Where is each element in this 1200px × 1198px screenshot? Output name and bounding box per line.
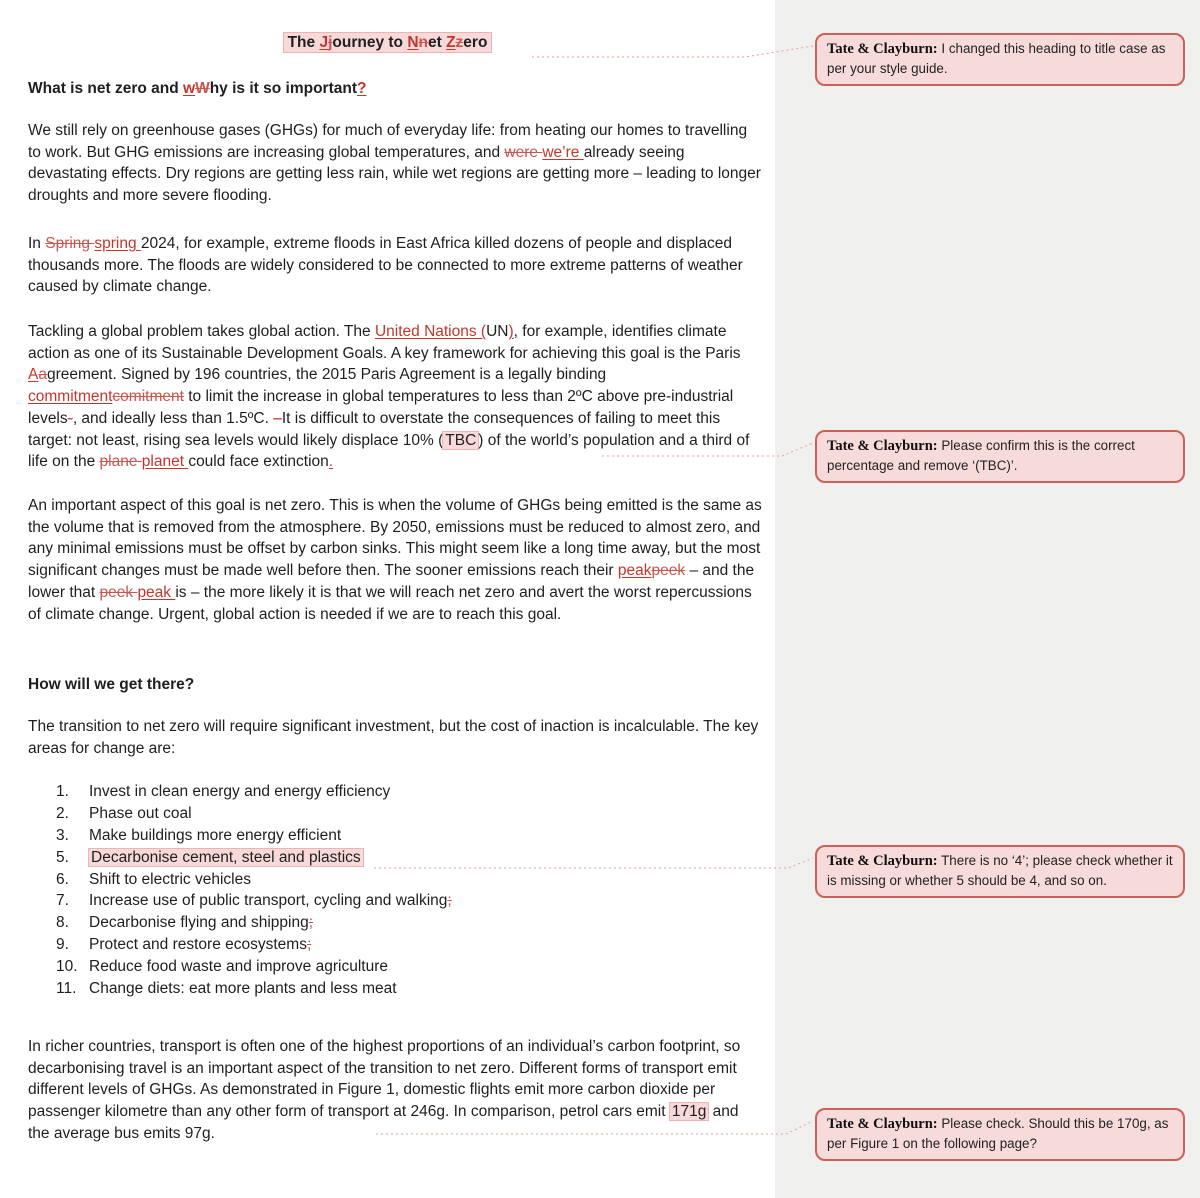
paragraph-east-africa-floods: In Spring spring 2024, for example, extreme floods in East Africa killed dozens of people and displaced thousands more. The floods are widely considered to be connected to more extreme patterns of weather caused by climate change. xyxy=(28,235,743,296)
comment-author: Tate & Clayburn: xyxy=(827,1116,938,1132)
paragraph-ghg-reliance: We still rely on greenhouse gases (GHGs) for much of everyday life: from heating our homes to travelling to work. But GHG emissions are increasing global temperatures, and were we’re already seeing devastating effects. Dry regions are getting less rain, while wet regions are getting more – leading to longer droughts and more severe flooding. xyxy=(28,122,761,205)
section-heading-how-will-we-get-there: How will we get there? xyxy=(28,676,195,693)
paragraph-net-zero-definition: An important aspect of this goal is net zero. This is when the volume of GHGs being emitted is the same as the volume that is removed from the atmosphere. By 2050, emissions must be reduced to almost zero, and any minimal emissions must be offset by carbon sinks. This might seem like a long time away, but the most significant changes must be made well before then. The sooner emissions reach their peakpeek – and the lower that peek peak is – the more likely it is that we will reach net zero and avert the worst repercussions of climate change. Urgent, global action is needed if we are to reach this goal. xyxy=(28,497,762,623)
document-title xyxy=(0,34,775,52)
list-item-text: Shift to electric vehicles xyxy=(89,870,251,888)
list-item-text: Make buildings more energy efficient xyxy=(89,826,342,844)
list-item xyxy=(56,956,756,978)
key-areas-numbered-list xyxy=(56,781,756,1000)
title-highlight-anchor: The Jjourney to Nnet Zzero xyxy=(284,33,492,52)
list-item xyxy=(56,890,756,912)
list-item xyxy=(56,781,756,803)
comment-text: Please confirm this is the correct percentage and remove ‘(TBC)’. xyxy=(827,438,1135,473)
list-item-number: 9. xyxy=(56,936,69,954)
list-item-text: Phase out coal xyxy=(89,804,192,822)
comment-title-case[interactable] xyxy=(815,33,1185,86)
section-heading-what-is-net-zero: What is net zero and wWhy is it so important? xyxy=(28,80,367,97)
list-item-number: 6. xyxy=(56,870,69,888)
list-item-text: Decarbonise flying and shipping; xyxy=(89,914,314,932)
comment-text: There is no ‘4’; please check whether it is missing or whether 5 should be 4, and so on. xyxy=(827,853,1173,888)
list-item xyxy=(56,934,756,956)
list-item-text: Change diets: eat more plants and less meat xyxy=(89,980,397,998)
comment-text: I changed this heading to title case as per your style guide. xyxy=(827,41,1166,76)
list-item-number: 8. xyxy=(56,914,69,932)
list-item xyxy=(56,825,756,847)
list-item-text: Decarbonise cement, steel and plastics xyxy=(91,848,361,866)
list-item xyxy=(56,803,756,825)
comment-missing-number-4[interactable] xyxy=(815,845,1185,898)
list-item xyxy=(56,869,756,891)
paragraph-paris-agreement: Tackling a global problem takes global action. The United Nations (UN), for example, identifies climate action as one of its Sustainable Development Goals. A key framework for achieving this goal is the Paris Aagreement. Signed by 196 countries, the 2015 Paris Agreement is a legally binding commitmentcomitment to limit the increase in global temperatures to less than 2ºC above pre-industrial levels-, and ideally less than 1.5ºC. –It is difficult to overstate the consequences of failing to meet this target: not least, rising sea levels would likely displace 10% ( TBC ) of the world’s population and a third of life on the plane planet could face extinction. xyxy=(28,323,750,471)
list-item-number: 10. xyxy=(56,958,78,976)
list-item-highlighted xyxy=(56,847,756,869)
list-item-text: Invest in clean energy and energy efficiency xyxy=(89,783,391,800)
comment-author: Tate & Clayburn: xyxy=(827,438,938,454)
list-item xyxy=(56,978,756,1000)
comment-text: Please check. Should this be 170g, as per Figure 1 on the following page? xyxy=(827,1116,1169,1151)
comment-confirm-percentage[interactable] xyxy=(815,430,1185,483)
list-item-number: 5. xyxy=(56,848,69,866)
list-item-number: 11. xyxy=(56,980,77,998)
comments-margin xyxy=(775,0,1200,1198)
list-item-text: Reduce food waste and improve agriculture xyxy=(89,958,388,976)
list-item-text: Increase use of public transport, cycling and walking; xyxy=(89,892,452,910)
list-item-number: 7. xyxy=(56,892,69,910)
comment-author: Tate & Clayburn: xyxy=(827,853,938,869)
list-item-number: 3. xyxy=(56,826,69,844)
comment-author: Tate & Clayburn: xyxy=(827,41,938,57)
paragraph-transition-investment: The transition to net zero will require significant investment, but the cost of inaction is incalculable. The key areas for change are: xyxy=(28,718,759,757)
list-item-number: 2. xyxy=(56,804,69,822)
list-item-text: Protect and restore ecosystems; xyxy=(89,936,312,954)
comment-check-170g[interactable] xyxy=(815,1108,1185,1161)
list-item xyxy=(56,912,756,934)
paragraph-transport-emissions: In richer countries, transport is often one of the highest proportions of an individual’s carbon footprint, so decarbonising travel is an important aspect of the transition to net zero. Different forms of transport emit different levels of GHGs. As demonstrated in Figure 1, domestic flights emit more carbon dioxide per passenger kilometre than any other form of transport at 246g. In comparison, petrol cars emit 171g and the average bus emits 97g. xyxy=(28,1038,741,1142)
list-item-number: 1. xyxy=(56,783,69,800)
